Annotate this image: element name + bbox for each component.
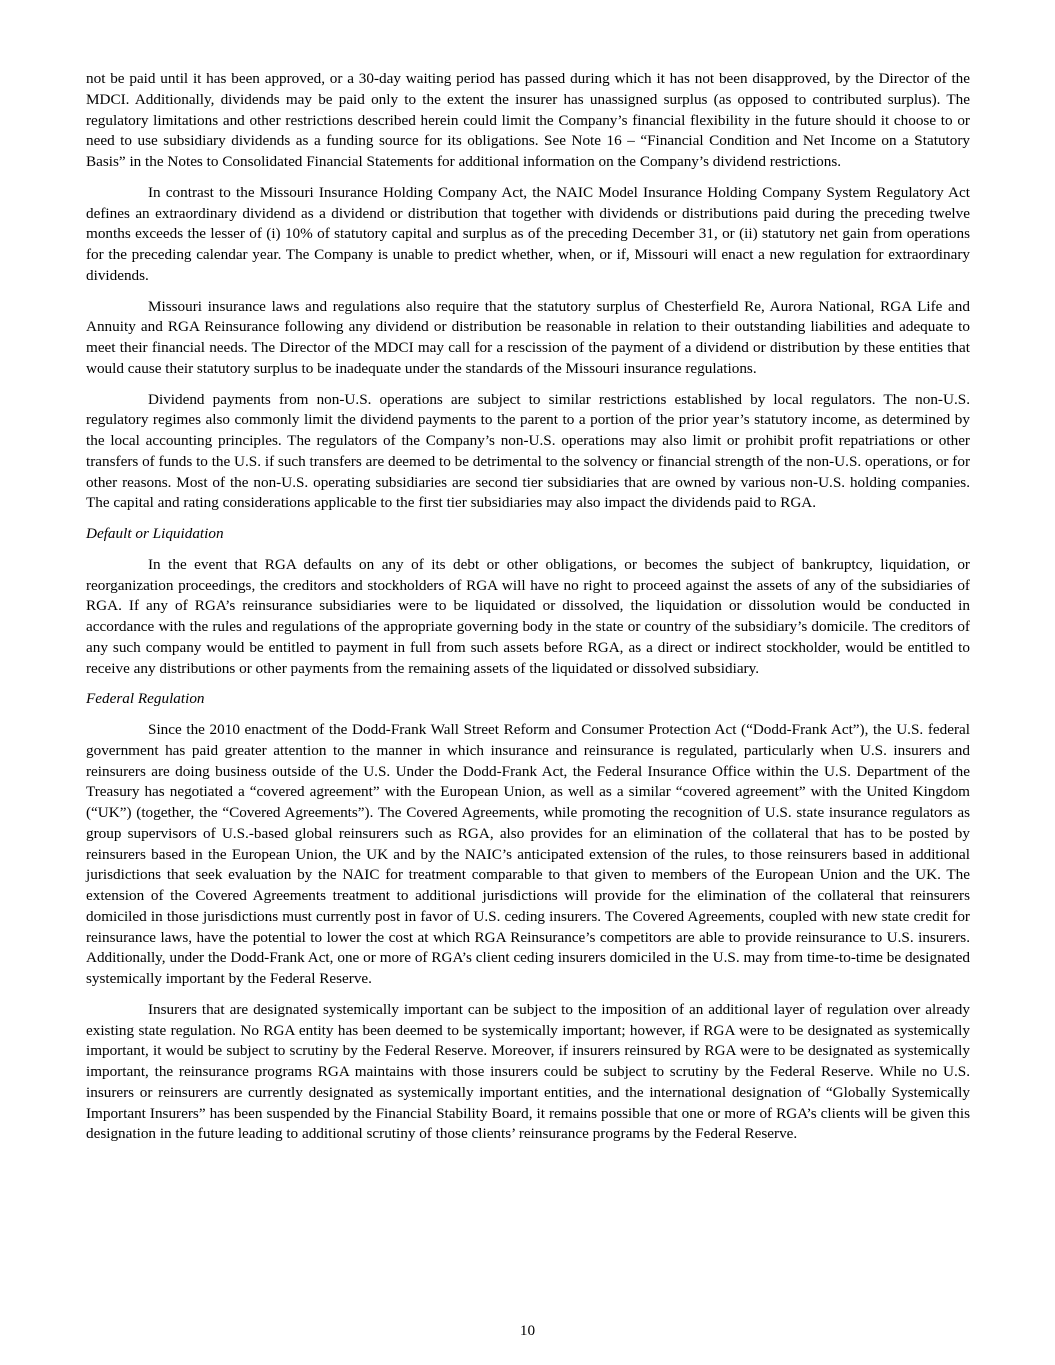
paragraph-dodd-frank: Since the 2010 enactment of the Dodd-Frank Wall Street Reform and Consumer Protection Act (“Dodd-Frank Act”), the U.S. federal government has paid greater attention to the manner in which insurance and reinsurance is regulated, particularly when U.S. insurers and reinsurers are doing business outside of the U.S. Under the Dodd-Frank Act, the Federal Insurance Office within the U.S. Department of the Treasury has negotiated a “covered agreement” with the European Union, as well as a similar “covered agreement” with the United Kingdom (“UK”) (together, the “Covered Agreements”). The Covered Agreements, while promoting the recognition of U.S. state insurance regulators as group supervisors of U.S.-based global reinsurers such as RGA, also provides for an elimination of the collateral that has to be posted by reinsurers based in the European Union, the UK and by the NAIC’s anticipated extension of the rules, to those reinsurers based in additional jurisdictions that seek evaluation by the NAIC for treatment comparable to that given to members of the European Union and the UK. The extension of the Covered Agreements treatment to additional jurisdictions will provide for the elimination of the collateral that reinsurers domiciled in those jurisdictions must currently post in favor of U.S. ceding insurers. The Covered Agreements, coupled with new state credit for reinsurance laws, have the potential to lower the cost at which RGA Reinsurance’s competitors are able to provide reinsurance to U.S. insurers. Additionally, under the Dodd-Frank Act, one or more of RGA’s client ceding insurers domiciled in the U.S. may from time-to-time be designated systemically important by the Federal Reserve. <box>86 721 970 987</box>
section-heading-default-liquidation: Default or Liquidation <box>86 525 224 542</box>
document-body <box>86 69 970 1155</box>
paragraph-systemically-important: Insurers that are designated systemically important can be subject to the imposition of an additional layer of regulation over already existing state regulation. No RGA entity has been deemed to be systemically important; however, if RGA were to be designated as systemically important, it would be subject to scrutiny by the Federal Reserve. Moreover, if insurers reinsured by RGA were to be designated as systemically important, the reinsurance programs RGA maintains with those insurers could be subject to scrutiny by the Federal Reserve. While no U.S. insurers or reinsurers are currently designated as systemically important entities, and the international designation of “Globally Systemically Important Insurers” has been suspended by the Financial Stability Board, it remains possible that one or more of RGA’s clients will be given this designation in the future leading to additional scrutiny of those clients’ reinsurance programs by the Federal Reserve. <box>86 1000 970 1143</box>
paragraph-default-liquidation: In the event that RGA defaults on any of its debt or other obligations, or becomes the subject of bankruptcy, liquidation, or reorganization proceedings, the creditors and stockholders of RGA will have no right to proceed against the assets of any of the subsidiaries of RGA. If any of RGA’s reinsurance subsidiaries were to be liquidated or dissolved, the liquidation or dissolution would be conducted in accordance with the rules and regulations of the appropriate governing body in the state or country of the subsidiary’s domicile. The creditors of any such company would be entitled to payment in full from such assets before RGA, as a direct or indirect stockholder, would be entitled to receive any distributions or other payments from the remaining assets of the liquidated or dissolved subsidiary. <box>86 555 970 677</box>
section-heading-federal-regulation: Federal Regulation <box>86 690 205 708</box>
paragraph-naic-model-act: In contrast to the Missouri Insurance Holding Company Act, the NAIC Model Insurance Holding Company System Regulatory Act defines an extraordinary dividend as a dividend or distribution that together with dividends or distributions paid during the preceding twelve months exceeds the lesser of (i) 10% of statutory capital and surplus as of the preceding December 31, or (ii) statutory net gain from operations for the preceding calendar year. The Company is unable to predict whether, when, or if, Missouri will enact a new regulation for extraordinary dividends. <box>86 183 970 284</box>
page-number: 10 <box>519 1322 536 1339</box>
paragraph-dividend-approval: not be paid until it has been approved, or a 30-day waiting period has passed during which it has not been disapproved, by the Director of the MDCI. Additionally, dividends may be paid only to the extent the insurer has unassigned surplus (as opposed to contributed surplus). The regulatory limitations and other restrictions described herein could limit the Company’s financial flexibility in the future should it choose to or need to use subsidiary dividends as a funding source for its obligations. See Note 16 – “Financial Condition and Net Income on a Statutory Basis” in the Notes to Consolidated Financial Statements for additional information on the Company’s dividend restrictions. <box>86 70 970 170</box>
paragraph-missouri-surplus: Missouri insurance laws and regulations also require that the statutory surplus of Chesterfield Re, Aurora National, RGA Life and Annuity and RGA Reinsurance following any dividend or distribution be reasonable in relation to their outstanding liabilities and adequate to meet their financial needs. The Director of the MDCI may call for a rescission of the payment of a dividend or distribution by these entities that would cause their statutory surplus to be inadequate under the standards of the Missouri insurance regulations. <box>86 297 970 377</box>
paragraph-non-us-dividends: Dividend payments from non-U.S. operations are subject to similar restrictions established by local regulators. The non-U.S. regulatory regimes also commonly limit the dividend payments to the parent to a portion of the prior year’s statutory income, as determined by the local accounting principles. The regulators of the Company’s non-U.S. operations may also limit or prohibit profit repatriations or other transfers of funds to the U.S. if such transfers are deemed to be detrimental to the solvency or financial strength of the non-U.S. operations, or for other reasons. Most of the non-U.S. operating subsidiaries are second tier subsidiaries that are owned by various non-U.S. holding companies. The capital and rating considerations applicable to the first tier subsidiaries may also impact the dividends paid to RGA. <box>86 390 970 512</box>
